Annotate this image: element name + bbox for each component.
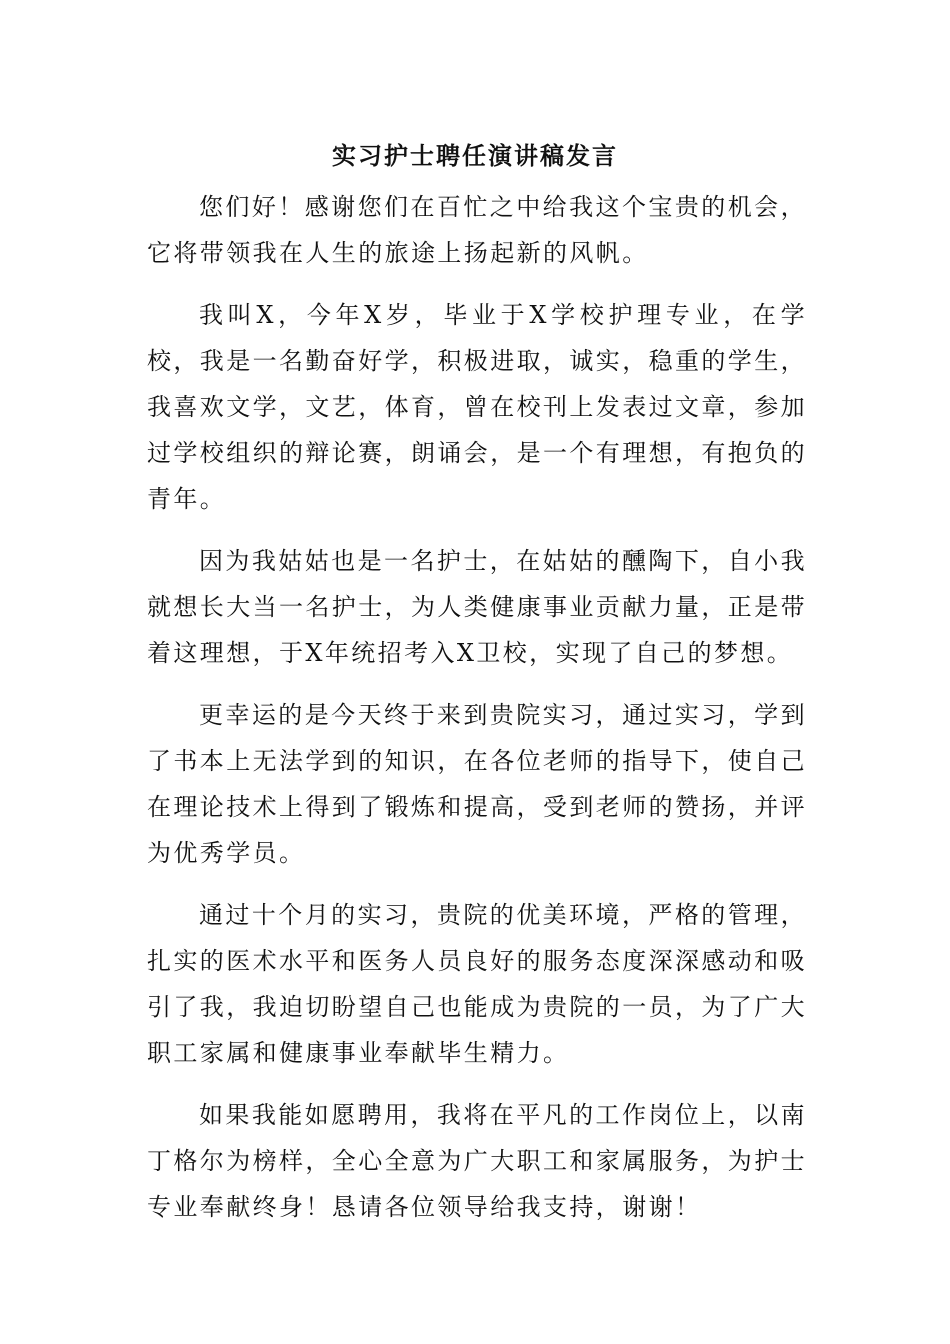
paragraph-introduction: 我叫X，今年X岁，毕业于X学校护理专业，在学校，我是一名勤奋好学，积极进取，诚实，稳重的学生，我喜欢文学，文艺，体育，曾在校刊上发表过文章，参加过学校组织的辩论赛，朗诵会，是一个有理想，有抱负的青年。	[147, 301, 807, 513]
document-body	[147, 184, 807, 1246]
paragraph-motivation: 因为我姑姑也是一名护士，在姑姑的醺陶下，自小我就想长大当一名护士，为人类健康事业贡献力量，正是带着这理想，于X年统招考入X卫校，实现了自己的梦想。	[147, 547, 807, 667]
paragraph-closing: 如果我能如愿聘用，我将在平凡的工作岗位上，以南丁格尔为榜样，全心全意为广大职工和家属服务，为护士专业奉献终身！恳请各位领导给我支持，谢谢！	[147, 1101, 807, 1221]
paragraph-greeting: 您们好！感谢您们在百忙之中给我这个宝贵的机会，它将带领我在人生的旅途上扬起新的风帆。	[147, 193, 807, 267]
document-title: 实习护士聘任演讲稿发言	[332, 141, 618, 170]
paragraph-internship: 更幸运的是今天终于来到贵院实习，通过实习，学到了书本上无法学到的知识，在各位老师的指导下，使自己在理论技术上得到了锻炼和提高，受到老师的赞扬，并评为优秀学员。	[147, 701, 807, 867]
paragraph-hospital-impression: 通过十个月的实习，贵院的优美环境，严格的管理，扎实的医术水平和医务人员良好的服务态度深深感动和吸引了我，我迫切盼望自己也能成为贵院的一员，为了广大职工家属和健康事业奉献毕生精力。	[147, 901, 807, 1067]
